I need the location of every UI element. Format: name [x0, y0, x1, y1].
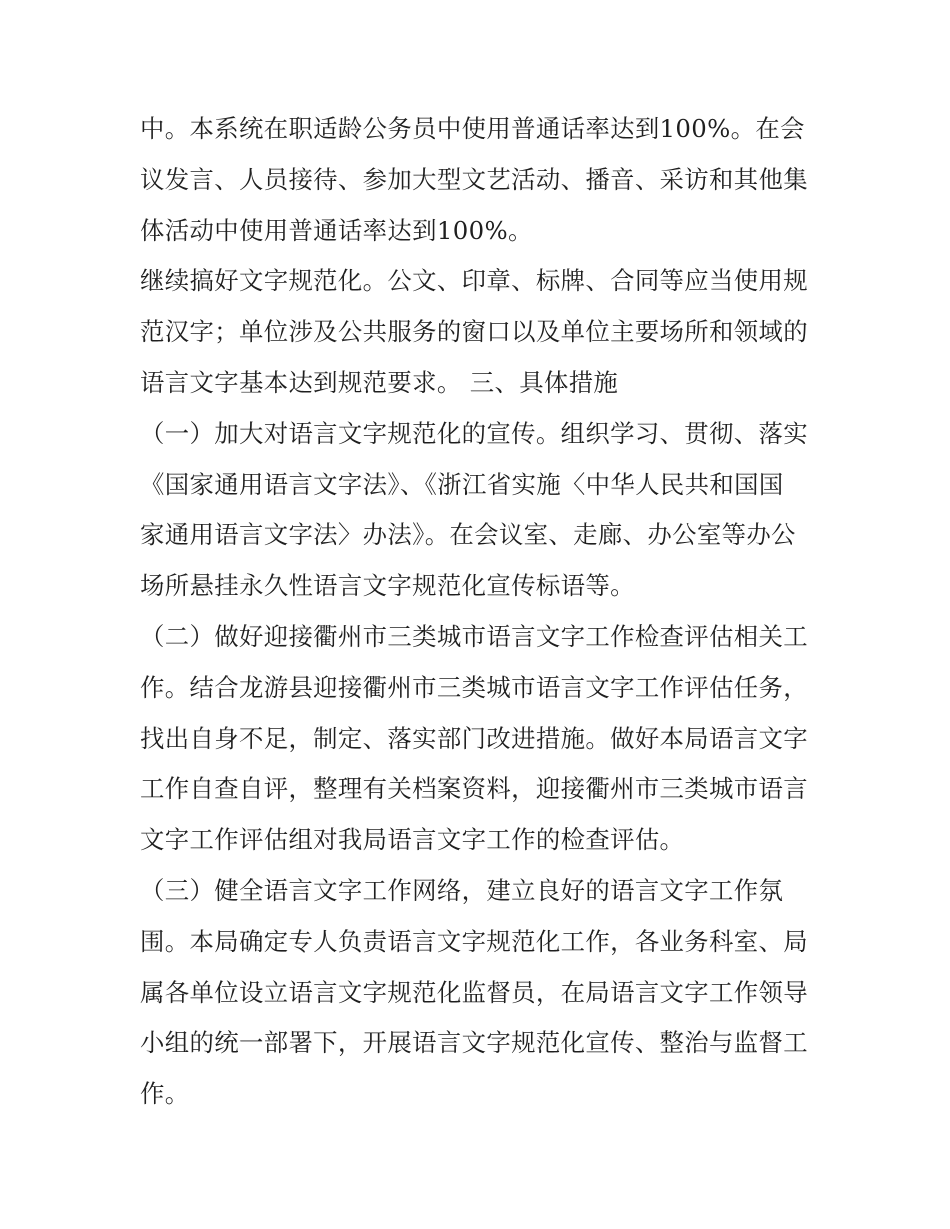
text-line: 围。本局确定专人负责语言文字规范化工作，各业务科室、局	[140, 926, 808, 956]
text-line: 小组的统一部署下，开展语言文字规范化宣传、整治与监督工	[140, 1028, 808, 1058]
text-line: 作。结合龙游县迎接衢州市三类城市语言文字工作评估任务，	[140, 672, 808, 702]
text-line: （一）加大对语言文字规范化的宣传。组织学习、贯彻、落实	[140, 418, 808, 448]
text-line: 属各单位设立语言文字规范化监督员，在局语言文字工作领导	[140, 977, 808, 1007]
text-line: （三）健全语言文字工作网络，建立良好的语言文字工作氛	[140, 875, 784, 905]
text-line: （二）做好迎接衢州市三类城市语言文字工作检查评估相关工	[140, 621, 808, 651]
text-line: 场所悬挂永久性语言文字规范化宣传标语等。	[140, 571, 635, 601]
text-line: 语言文字基本达到规范要求。 三、具体措施	[140, 367, 619, 397]
text-line: 文字工作评估组对我局语言文字工作的检查评估。	[140, 825, 685, 855]
text-line: 家通用语言文字法〉办法》。在会议室、走廊、办公室等办公	[140, 520, 796, 550]
text-line: 中。本系统在职适龄公务员中使用普通话率达到100%。在会	[140, 114, 805, 143]
text-line: 继续搞好文字规范化。公文、印章、标牌、合同等应当使用规	[140, 266, 808, 296]
document-body	[140, 104, 820, 1120]
text-line: 议发言、人员接待、参加大型文艺活动、播音、采访和其他集	[140, 164, 808, 194]
text-line: 体活动中使用普通话率达到100%。	[140, 215, 533, 245]
text-line: 范汉字；单位涉及公共服务的窗口以及单位主要场所和领域的	[140, 317, 808, 347]
text-line: 《国家通用语言文字法》、《浙江省实施〈中华人民共和国国	[140, 469, 784, 499]
text-line: 工作自查自评，整理有关档案资料，迎接衢州市三类城市语言	[140, 774, 808, 804]
text-line: 作。	[140, 1079, 190, 1109]
text-line: 找出自身不足，制定、落实部门改进措施。做好本局语言文字	[140, 723, 808, 753]
